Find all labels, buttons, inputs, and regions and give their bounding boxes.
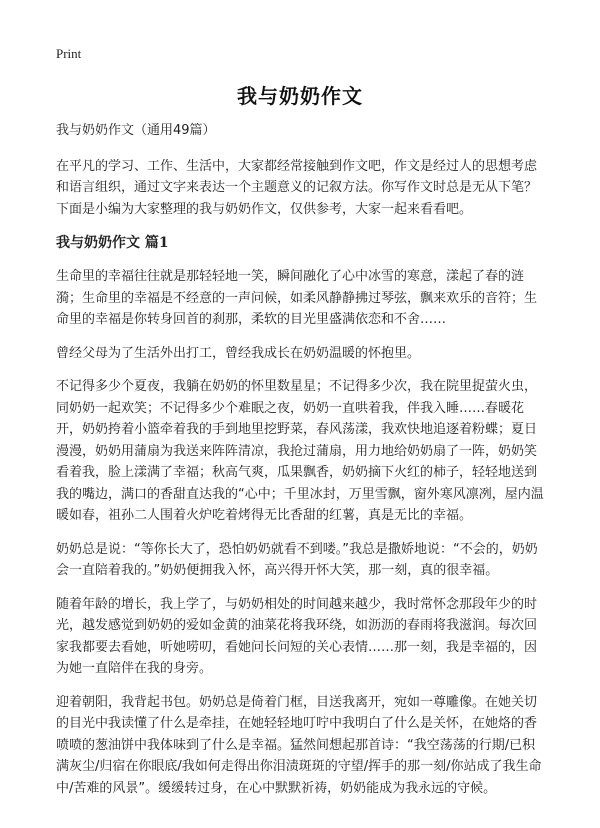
page-title: 我与奶奶作文 [237,84,363,108]
paragraph: 随着年龄的增长，我上学了，与奶奶相处的时间越来越少，我时常怀念那段年少的时光，越发感觉到奶奶的爱如金黄的油菜花将我环绕，如沥沥的春雨将我滋润。每次回家我都要去看她，听她唠叨，看她问长问短的关心表情……那一刻，我是幸福的，因为她一直陪伴在我的身旁。 [56,596,538,676]
article-body [56,120,546,811]
print-link[interactable]: Print [56,46,82,61]
paragraph: 奶奶总是说：“等你长大了，恐怕奶奶就看不到喽。”我总是撒娇地说：“不会的，奶奶会一直陪着我的。”奶奶便拥我入怀，高兴得开怀大笑，那一刻，真的很幸福。 [56,541,538,578]
paragraph: 不记得多少个夏夜，我躺在奶奶的怀里数星星；不记得多少次，我在院里捉萤火虫，同奶奶一起欢笑；不记得多少个难眠之夜，奶奶一直哄着我，伴我入睡……春暖花开，奶奶挎着小篮牵着我的手到地里挖野菜，春风荡漾，我欢快地追逐着粉蝶；夏日漫漫，奶奶用蒲扇为我送来阵阵清凉，我抢过蒲扇，用力地给奶奶扇了一阵，奶奶笑看着我，脸上漾满了幸福；秋高气爽，瓜果飘香，奶奶摘下火红的柿子，轻轻地送到我的嘴边，满口的香甜直达我的“心中；千里冰封，万里雪飘，窗外寒风凛冽，屋内温暖如春，祖孙二人围着火炉吃着烤得无比香甜的红薯，真是无比的幸福。 [56,379,544,523]
paragraph: 曾经父母为了生活外出打工，曾经我成长在奶奶温暖的怀抱里。 [56,345,421,361]
section-heading: 我与奶奶作文 篇1 [56,235,169,251]
article-subtitle: 我与奶奶作文（通用49篇） [56,123,216,138]
paragraph: 迎着朝阳，我背起书包。奶奶总是倚着门框，目送我离开，宛如一尊雕像。在她关切的目光中我读懂了什么是牵挂，在她轻轻地叮咛中我明白了什么是关怀，在她烙的香喷喷的葱油饼中我体味到了什么是幸福。猛然间想起那首诗：“我空荡荡的行期/已积满灰尘/归宿在你眼底/我如何走得出你泪渍斑斑的守望/挥手的那一刻/你站成了我生命中/苦难的风景”。缓缓转过身，在心中默默祈祷，奶奶能成为我永远的守候。 [56,694,542,796]
intro-paragraph: 在平凡的学习、工作、生活中，大家都经常接触到作文吧，作文是经过人的思想考虑和语言组织，通过文字来表达一个主题意义的记叙方法。你写作文时总是无从下笔？下面是小编为大家整理的我与奶奶作文，仅供参考，大家一起来看看吧。 [56,158,538,217]
paragraph: 生命里的幸福往往就是那轻轻地一笑，瞬间融化了心中冰雪的寒意，漾起了春的涟漪；生命里的幸福是不经意的一声问候，如柔风静静拂过琴弦，飘来欢乐的音符；生命里的幸福是你转身回首的刹那，柔软的目光里盛满依恋和不舍…… [56,269,538,327]
